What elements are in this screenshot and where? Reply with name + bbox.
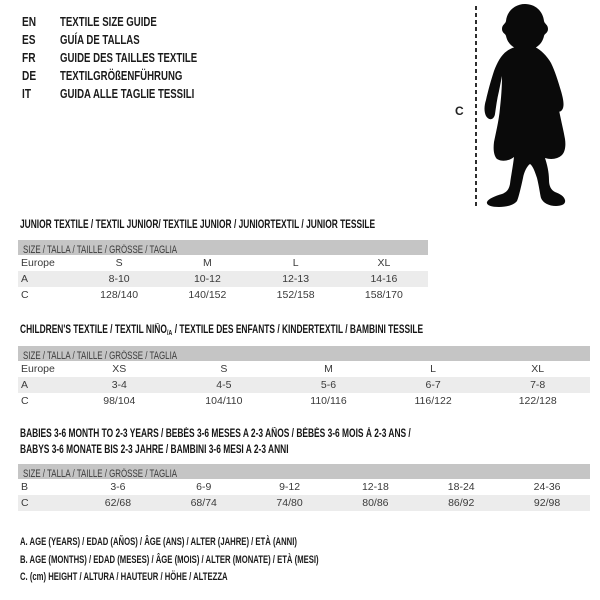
- size-value-cell: 140/152: [188, 289, 227, 301]
- size-value-cell: 62/68: [104, 497, 132, 509]
- footnote-line: A. AGE (YEARS) / EDAD (AÑOS) / ÂGE (ANS) / ALTER (JAHRE) / ETÀ (ANNI): [20, 536, 297, 548]
- size-value-cell: 86/92: [448, 497, 475, 509]
- section-title: JUNIOR TEXTILE / TEXTIL JUNIOR/ TEXTILE JUNIOR / JUNIORTEXTIL / JUNIOR TESSILE: [20, 219, 376, 231]
- language-label: GUIDE DES TAILLES TEXTILE: [60, 50, 198, 65]
- height-dashed-line: [474, 6, 478, 206]
- toddler-silhouette-icon: [483, 4, 575, 208]
- junior-size-table: [18, 240, 428, 303]
- size-value-cell: 104/110: [205, 395, 243, 407]
- row-label-cell: Europe: [21, 257, 55, 269]
- babies-size-table: [18, 464, 590, 511]
- size-value-cell: S: [115, 257, 123, 269]
- language-label: TEXTILE SIZE GUIDE: [60, 14, 157, 29]
- footnote-line: B. AGE (MONTHS) / EDAD (MESES) / ÂGE (MOIS) / ALTER (MONATE) / ETÀ (MESI): [20, 553, 319, 566]
- column-header-row: [18, 361, 590, 377]
- size-table: [18, 479, 590, 511]
- size-header-bar: SIZE / TALLA / TAILLE / GRÖSSE / TAGLIA: [23, 468, 178, 479]
- footnote-line: C. (cm) HEIGHT / ALTURA / HAUTEUR / HÖHE / ALTEZZA: [20, 571, 228, 583]
- size-value-cell: XL: [531, 363, 545, 375]
- row-label-cell: C: [21, 289, 29, 301]
- row-label-cell: A: [21, 273, 29, 285]
- size-row-c: [18, 287, 428, 303]
- size-value-cell: 18-24: [447, 481, 475, 493]
- size-value-cell: S: [220, 363, 228, 375]
- size-value-cell: XS: [112, 363, 127, 375]
- size-value-cell: 68/74: [190, 497, 217, 509]
- column-header-row: [18, 255, 428, 271]
- footnotes: [20, 534, 447, 587]
- language-code: FR: [22, 50, 36, 65]
- language-row-fr: [22, 49, 245, 67]
- size-row-c: [18, 393, 590, 409]
- size-value-cell: 74/80: [276, 497, 303, 509]
- size-value-cell: 128/140: [100, 289, 139, 301]
- size-value-cell: 92/98: [533, 497, 561, 509]
- size-row-b: [18, 479, 590, 495]
- size-table: [18, 255, 428, 303]
- size-value-cell: 12-13: [282, 273, 310, 285]
- size-value-cell: 122/128: [518, 395, 557, 407]
- size-value-cell: 6-9: [196, 481, 212, 493]
- size-value-cell: 3-4: [111, 379, 127, 391]
- size-table: [18, 361, 590, 409]
- row-label-cell: C: [21, 395, 29, 407]
- row-label-cell: Europe: [21, 363, 55, 375]
- size-value-cell: 6-7: [425, 379, 441, 391]
- size-value-cell: 8-10: [108, 273, 130, 285]
- size-value-cell: 12-18: [361, 481, 389, 493]
- size-value-cell: 158/170: [364, 289, 403, 301]
- size-value-cell: 3-6: [110, 481, 126, 493]
- language-label: GUÍA DE TALLAS: [60, 32, 140, 47]
- size-value-cell: L: [430, 363, 436, 375]
- size-row-c: [18, 495, 590, 511]
- size-row-a: [18, 377, 590, 393]
- size-value-cell: 152/158: [276, 289, 315, 301]
- language-list: [22, 13, 245, 103]
- language-row-en: [22, 13, 245, 31]
- language-row-it: [22, 85, 245, 103]
- size-value-cell: 10-12: [193, 273, 221, 285]
- language-row-de: [22, 67, 245, 85]
- size-header-bar: SIZE / TALLA / TAILLE / GRÖSSE / TAGLIA: [23, 244, 178, 255]
- size-value-cell: 80/86: [362, 497, 389, 509]
- size-value-cell: 7-8: [530, 379, 546, 391]
- language-row-es: [22, 31, 245, 49]
- size-value-cell: 9-12: [279, 481, 301, 493]
- language-code: EN: [22, 14, 37, 29]
- size-value-cell: 98/104: [103, 395, 136, 407]
- size-value-cell: 110/116: [310, 395, 347, 407]
- row-label-cell: B: [21, 481, 29, 493]
- section-title: BABIES 3-6 MONTH TO 2-3 YEARS / BEBÉS 3-6 MESES A 2-3 AÑOS / BÉBÉS 3-6 MOIS À 2-3 ANS / BABYS 3-6 MONATE BIS 2-3 JAHRE / BAMBINI 3-6 MESI A 2-3 ANNI: [20, 428, 411, 456]
- size-value-cell: 116/122: [414, 395, 452, 407]
- language-code: ES: [22, 32, 36, 47]
- size-row-a: [18, 271, 428, 287]
- language-label: GUIDA ALLE TAGLIE TESSILI: [60, 86, 195, 101]
- row-label-cell: A: [21, 379, 29, 391]
- language-label: TEXTILGRÖßENFÜHRUNG: [60, 68, 183, 83]
- section-title: CHILDREN'S TEXTILE / TEXTIL $NIÑO_{/A}$ / TEXTILE DES ENFANTS / KINDERTEXTIL / BAMBINI TESSILE: [20, 324, 424, 337]
- size-value-cell: 5-6: [320, 379, 337, 391]
- size-value-cell: 4-5: [216, 379, 232, 391]
- row-label-cell: C: [21, 497, 29, 509]
- size-header-bar: SIZE / TALLA / TAILLE / GRÖSSE / TAGLIA: [23, 350, 178, 361]
- language-code: IT: [22, 86, 32, 101]
- size-value-cell: 24-36: [533, 481, 561, 493]
- size-value-cell: M: [324, 363, 333, 375]
- height-dimension-label: C: [455, 104, 464, 118]
- size-value-cell: XL: [377, 257, 391, 269]
- children-size-table: [18, 346, 590, 409]
- size-value-cell: M: [203, 257, 212, 269]
- size-value-cell: 14-16: [370, 273, 398, 285]
- size-value-cell: L: [292, 257, 299, 269]
- language-code: DE: [22, 68, 37, 83]
